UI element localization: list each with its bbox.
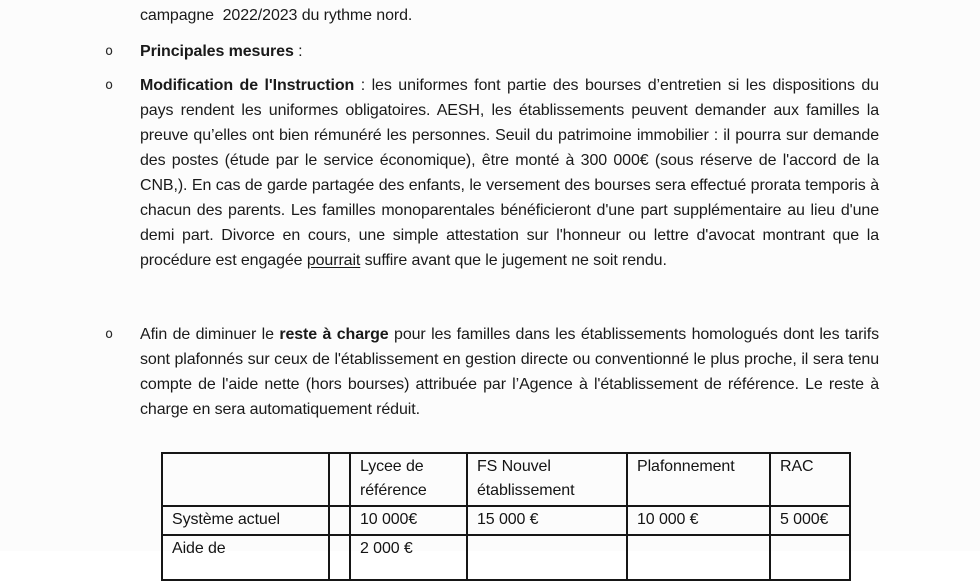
reste-a-charge-table	[161, 452, 851, 581]
bullet-marker: o	[105, 326, 114, 342]
table-row	[162, 535, 850, 580]
table-cell: 15 000 €	[467, 506, 627, 535]
text-segment: pourrait	[306, 252, 361, 269]
table-cell: 10 000€	[350, 506, 467, 535]
table-header-cell: Lycee de référence	[350, 453, 467, 506]
table-cell: Aide de	[162, 535, 329, 580]
table-header-cell: FS Nouvel établissement	[467, 453, 627, 506]
text-segment: : les uniformes font partie des bourses d’entretien si les dispositions du pays rendent les uniformes obligatoires. AESH, les établissements peuvent demander aux familles la preuve qu’elles ont bien rémunéré les personnes. Seuil du patrimoine immobilier : il pourra sur demande des postes (étude par le service économique), être monté à 300 000€ (sous réserve de l'accord de la CNB,). En cas de garde partagée des enfants, le versement des bourses sera effectué prorata temporis à chacun des parents. Les familles monoparentales bénéficieront d'une part supplémentaire au lieu d'une demi part. Divorce en cours, une simple attestation sur l'honneur ou lettre d'avocat montrant que la procédure est engagée	[140, 77, 879, 269]
text-segment: Principales mesures	[140, 43, 294, 60]
table-cell: 10 000 €	[627, 506, 770, 535]
table-header-cell	[329, 453, 350, 506]
table-cell	[467, 535, 627, 580]
table-header-cell	[162, 453, 329, 506]
bullet-item-reste-a-charge	[105, 322, 880, 450]
text-segment: suffire avant que le jugement ne soit rendu.	[360, 252, 667, 269]
table-cell	[329, 506, 350, 535]
table-cell: Système actuel	[162, 506, 329, 535]
bullet-marker: o	[105, 43, 114, 59]
table-cell	[627, 535, 770, 580]
text-segment: :	[293, 43, 303, 60]
table-cell: 5 000€	[770, 506, 850, 535]
bullet-item-modification-instruction	[105, 73, 879, 325]
bullet-marker: o	[105, 77, 114, 93]
table-cell: 2 000 €	[350, 535, 467, 580]
text-segment: Modification de l'Instruction	[140, 77, 355, 94]
paragraph-campagne: campagne 2022/2023 du rythme nord.	[140, 7, 413, 24]
table-cell	[329, 535, 350, 580]
bullet-item-principales-mesures	[105, 39, 879, 66]
table-cell	[770, 535, 850, 580]
text-segment: reste à charge	[279, 326, 389, 343]
table-header-cell: RAC	[770, 453, 850, 506]
text-segment: pour les familles dans les établissements homologués dont les tarifs sont plafonnés sur ceux de l'établissement en gestion directe ou conventionné le plus proche, il sera tenu compte de l'aide nette (hors bourses) attribuée par l’Agence à l'établissement de référence. Le reste à charge en sera automatiquement réduit.	[140, 326, 880, 418]
table-header-row	[162, 453, 850, 506]
table-header-cell: Plafonnement	[627, 453, 770, 506]
text-segment: Afin de diminuer le	[140, 326, 280, 343]
table-row	[162, 506, 850, 535]
